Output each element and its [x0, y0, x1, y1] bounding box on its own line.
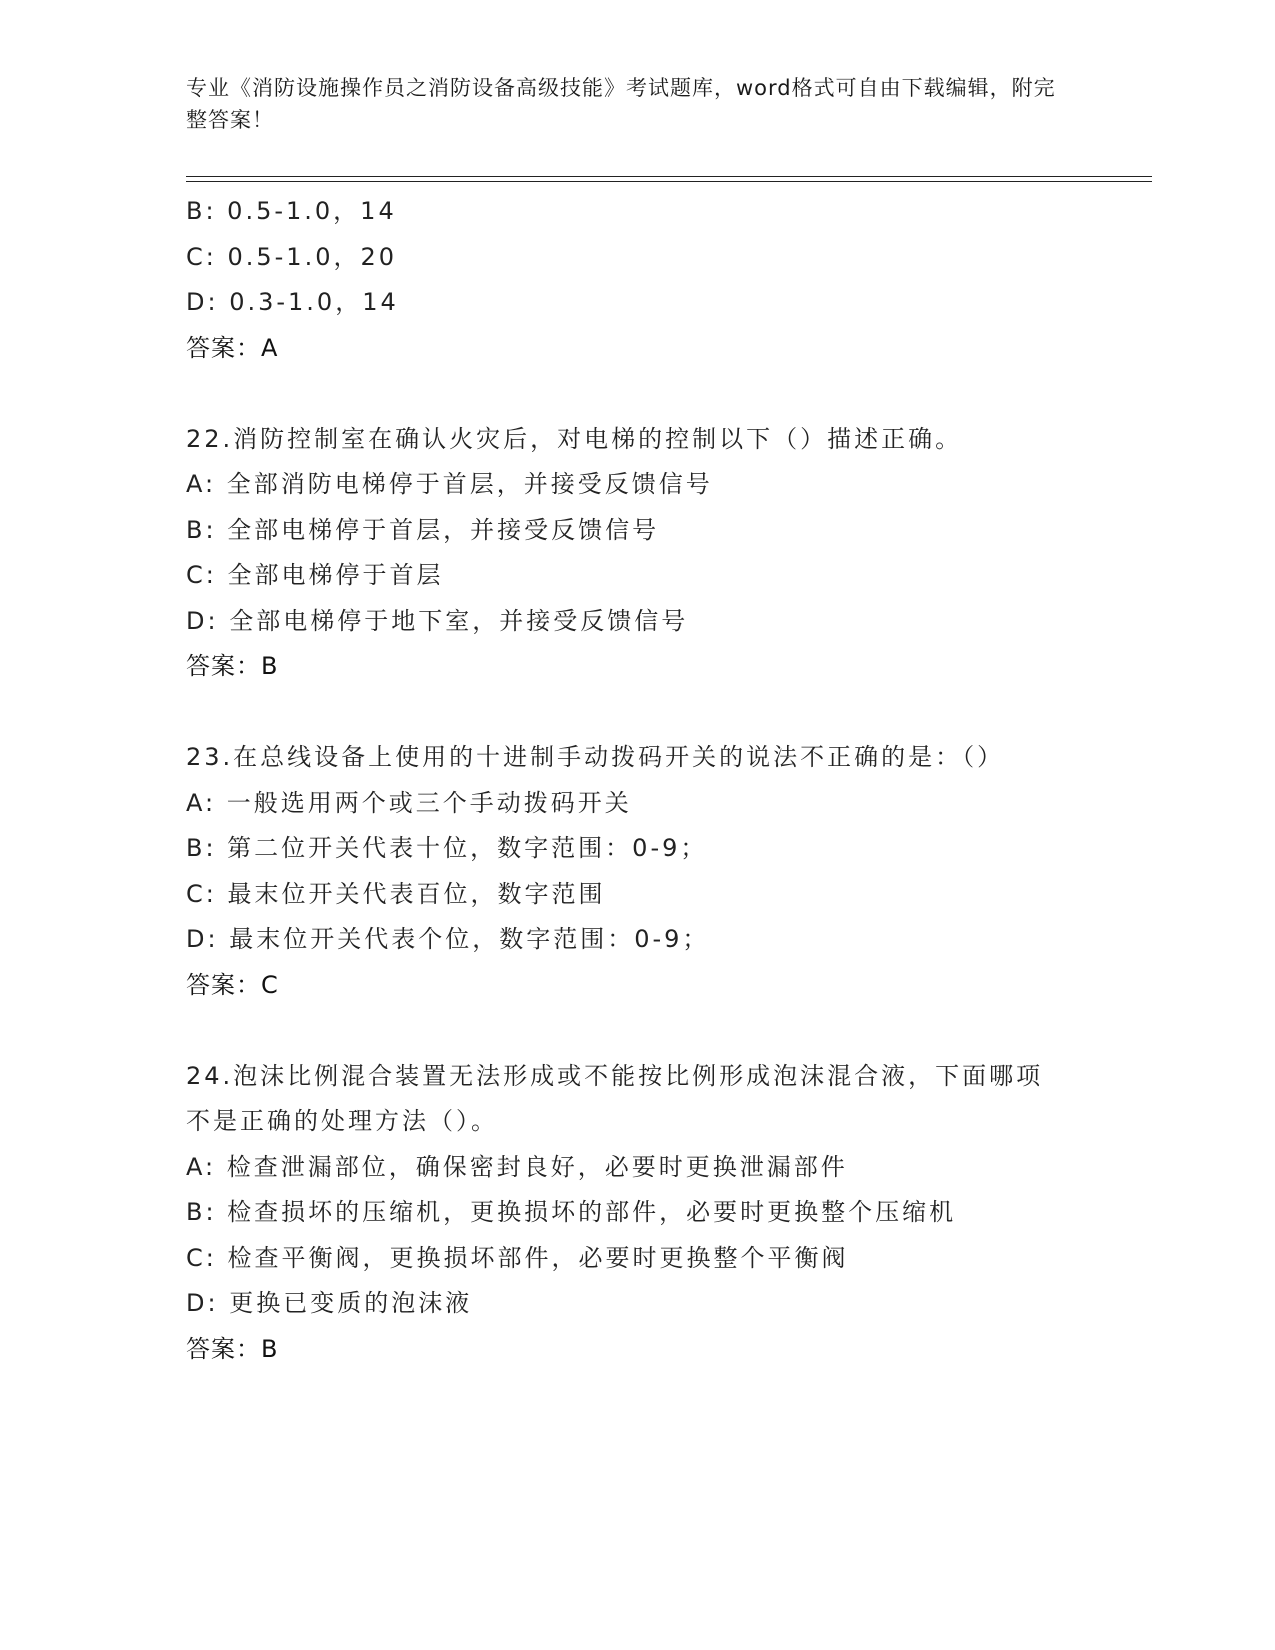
spacer [186, 371, 1086, 417]
question-23-stem: 23.在总线设备上使用的十进制手动拨码开关的说法不正确的是：（） [186, 743, 1005, 771]
question-24-option-d: D: 更换已变质的泡沫液 [186, 1289, 473, 1317]
question-22-answer: 答案：B [186, 652, 279, 680]
question-24-answer: 答案：B [186, 1334, 279, 1363]
question-22-option-a: A: 全部消防电梯停于首层，并接受反馈信号 [186, 470, 713, 498]
question-23-option-c: C: 最末位开关代表百位，数字范围 [186, 879, 606, 908]
page-header: 专业《消防设施操作员之消防设备高级技能》考试题库，word格式可自由下载编辑，附完整答案！ [186, 76, 1056, 132]
question-24-option-b: B: 检查损坏的压缩机，更换损坏的部件，必要时更换整个压缩机 [186, 1198, 957, 1226]
header-rule-bottom [186, 181, 1152, 182]
header-rule-top [186, 176, 1152, 177]
question-22-option-d: D: 全部电梯停于地下室，并接受反馈信号 [186, 606, 689, 635]
spacer [186, 690, 1086, 736]
question-22-stem: 22.消防控制室在确认火灾后，对电梯的控制以下（）描述正确。 [186, 424, 963, 453]
question-24-option-a: A: 检查泄漏部位，确保密封良好，必要时更换泄漏部件 [186, 1152, 848, 1181]
question-content [186, 189, 1086, 1372]
spacer [186, 1008, 1086, 1054]
question-24-option-c: C: 检查平衡阀，更换损坏部件，必要时更换整个平衡阀 [186, 1243, 849, 1272]
question-22-option-b: B: 全部电梯停于首层，并接受反馈信号 [186, 515, 660, 544]
prev-option-d: D: 0.3-1.0，14 [186, 288, 399, 316]
question-23-option-b: B: 第二位开关代表十位，数字范围：0-9； [186, 834, 708, 862]
question-23-option-d: D: 最末位开关代表个位，数字范围：0-9； [186, 925, 710, 953]
question-23-answer: 答案：C [186, 970, 279, 999]
question-24-stem: 24.泡沫比例混合装置无法形成或不能按比例形成泡沫混合液，下面哪项不是正确的处理方法（）。 [186, 1061, 1044, 1135]
prev-option-b: B: 0.5-1.0，14 [186, 197, 397, 225]
question-23-option-a: A: 一般选用两个或三个手动拨码开关 [186, 788, 632, 817]
prev-answer: 答案：A [186, 333, 279, 362]
question-22-option-c: C: 全部电梯停于首层 [186, 561, 444, 589]
prev-option-c: C: 0.5-1.0，20 [186, 242, 398, 271]
